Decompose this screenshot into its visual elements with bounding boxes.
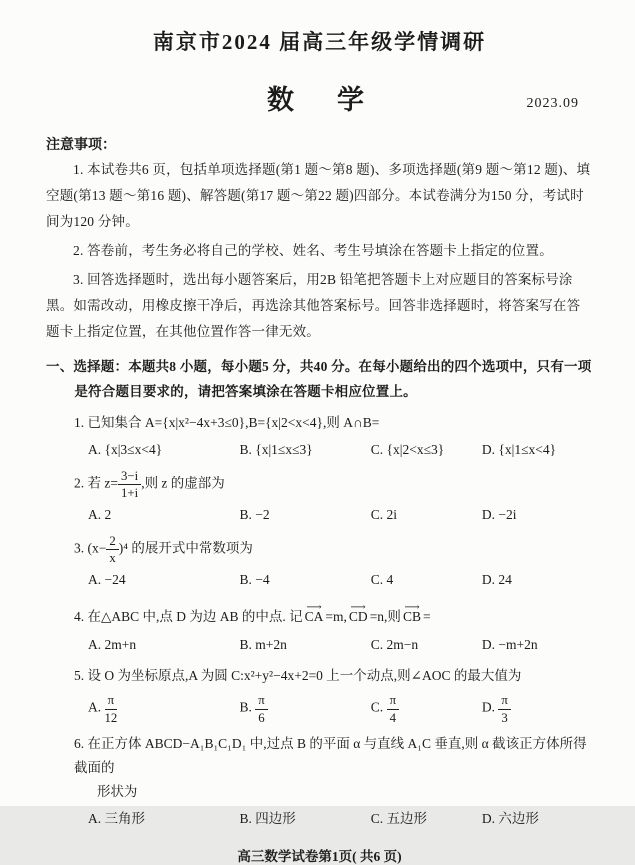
question-1 [74, 411, 593, 462]
option-d: D. 24 [481, 572, 512, 588]
stem-text: ,则 z 的虚部为 [141, 475, 225, 491]
option-b [240, 693, 371, 724]
section-one-heading: 一、选择题：本题共8 小题，每小题5 分，共40 分。在每小题给出的四个选项中，只有一项是符合题目要求的，请把答案填涂在答题卡相应位置上。 [46, 359, 592, 399]
page-footer: 高三数学试卷第1页( 共6 页) [237, 848, 402, 864]
question-5 [74, 664, 593, 724]
fraction [105, 693, 118, 724]
option-a: A. 2m+n [88, 637, 137, 653]
question-6 [74, 732, 593, 831]
option-c [371, 693, 482, 724]
fraction [387, 693, 399, 724]
stem-text: =n,则 [369, 609, 401, 625]
fraction-denominator: 4 [389, 710, 396, 725]
fraction-numerator: π [387, 693, 399, 709]
question-2-stem [74, 469, 593, 500]
option-a: A. 三角形 [88, 810, 145, 826]
subject-row [46, 78, 593, 114]
option-c: C. 五边形 [370, 810, 428, 826]
option-b: B. 四边形 [239, 810, 296, 826]
stem-text: = [422, 609, 431, 625]
question-5-stem: 5. 设 O 为坐标原点,A 为圆 C:x²+y²−4x+2=0 上一个动点,则∠AOC 的最大值为 [74, 668, 522, 684]
option-b: B. {x|1≤x≤3} [239, 442, 313, 457]
question-5-options [88, 693, 593, 724]
vector-CD: ⟶ CD [349, 604, 368, 630]
stem-text: 4. 在△ABC 中,点 D 为边 AB 的中点. 记 [74, 609, 303, 625]
question-3 [74, 534, 593, 592]
question-4-stem [74, 599, 593, 630]
vector-CA: ⟶ CA [305, 604, 324, 630]
exam-title: 南京市2024 届高三年级学情调研 [152, 30, 487, 54]
exam-date: 2023.09 [526, 96, 579, 111]
fraction-denominator: 1+i [120, 486, 139, 501]
option-b: B. m+2n [239, 637, 287, 653]
fraction-denominator: 6 [258, 710, 265, 725]
option-c: C. 2i [370, 507, 398, 523]
question-1-options [88, 438, 593, 462]
option-a: A. −24 [88, 572, 126, 588]
notice-item-1: 1. 本试卷共6 页，包括单项选择题(第1 题～第8 题)、多项选择题(第9 题～第12 题)、填空题(第13 题～第16 题)、解答题(第17 题～第22 题)四部分。本试卷满分为150 分，考试时间为120 分钟。 [46, 162, 591, 229]
option-b: B. −4 [239, 572, 270, 588]
option-d [482, 693, 593, 724]
question-2-options [88, 503, 593, 527]
fraction-numerator: 3−i [118, 469, 141, 485]
stem-text: 3. (x− [74, 540, 107, 556]
fraction [255, 693, 267, 724]
question-4-options [88, 633, 593, 657]
subject-title: 数 学 [267, 85, 372, 115]
question-4 [74, 599, 593, 657]
question-6-stem-line1: 6. 在正方体 ABCD−A₁B₁C₁D₁ 中,过点 B 的平面 α 与直线 A₁C 垂直,则 α 截该正方体所得截面的 [74, 735, 587, 775]
fraction-numerator: 2 [106, 534, 118, 550]
fraction-denominator: x [109, 551, 116, 566]
fraction-numerator: π [105, 693, 118, 709]
fraction [118, 469, 141, 500]
notice-item-2: 2. 答卷前，考生务必将自己的学校、姓名、考生号填涂在答题卡上指定的位置。 [73, 243, 553, 258]
fraction-numerator: π [498, 693, 510, 709]
fraction [106, 534, 118, 565]
option-d: D. −m+2n [481, 637, 538, 653]
stem-text: =m, [325, 609, 347, 625]
stem-text: 2. 若 z= [74, 475, 118, 491]
option-a [88, 693, 240, 724]
option-d: D. 六边形 [481, 810, 539, 826]
fraction [498, 693, 510, 724]
question-3-stem [74, 534, 593, 565]
stem-text: )⁴ 的展开式中常数项为 [118, 540, 253, 556]
question-1-stem: 1. 已知集合 A={x|x²−4x+3≤0},B={x|2<x<4},则 A∩B= [74, 415, 380, 430]
question-3-options [88, 568, 593, 592]
notice-heading: 注意事项： [46, 138, 116, 153]
question-6-options [88, 807, 593, 831]
option-c: C. 4 [370, 572, 394, 588]
fraction-denominator: 3 [501, 710, 508, 725]
question-2 [74, 469, 593, 527]
vector-CB: ⟶ CB [403, 604, 421, 630]
option-d: D. −2i [481, 507, 517, 523]
question-list [46, 411, 593, 831]
fraction-numerator: π [255, 693, 267, 709]
option-d: D. {x|1≤x<4} [481, 442, 557, 457]
option-c: C. {x|2<x≤3} [370, 442, 445, 457]
question-6-stem-line2: 形状为 [96, 783, 138, 799]
option-b: B. −2 [239, 507, 270, 523]
option-label: B. [239, 699, 252, 715]
option-a: A. {x|3≤x<4} [88, 442, 163, 457]
fraction-denominator: 12 [104, 710, 118, 725]
notice-item-3: 3. 回答选择题时，选出每小题答案后，用2B 铅笔把答题卡上对应题目的答案标号涂黑。如需改动，用橡皮擦干净后，再选涂其他答案标号。回答非选择题时，将答案写在答题卡上指定位置，在其他位置作答一律无效。 [46, 272, 581, 339]
option-label: D. [481, 699, 496, 715]
option-label: A. [88, 699, 102, 715]
option-c: C. 2m−n [370, 637, 419, 653]
option-a: A. 2 [88, 507, 112, 523]
option-label: C. [370, 699, 384, 715]
